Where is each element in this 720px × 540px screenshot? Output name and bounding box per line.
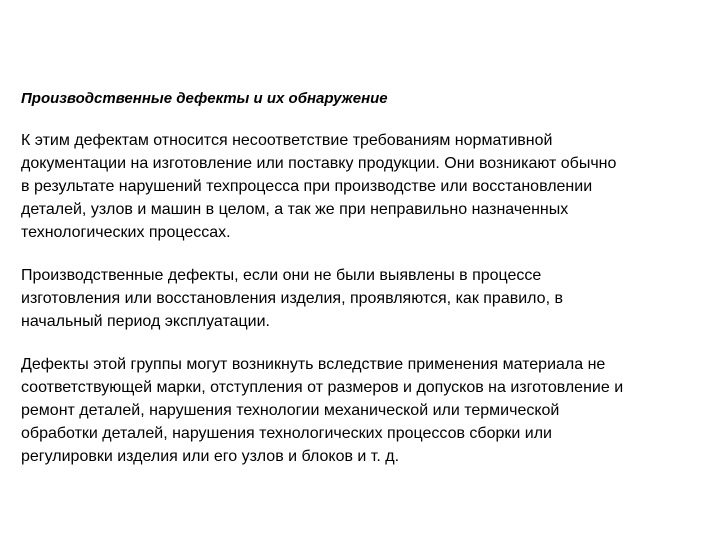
paragraph-1 xyxy=(21,129,706,244)
paragraph-line: ремонт деталей, нарушения технологии механической или термической xyxy=(21,402,560,419)
paragraph-line: Производственные дефекты, если они не были выявлены в процессе xyxy=(21,267,542,284)
paragraph-line: технологических процессах. xyxy=(21,224,231,241)
paragraph-line: К этим дефектам относится несоответствие требованиям нормативной xyxy=(21,132,553,149)
paragraph-line: в результате нарушений техпроцесса при производстве или восстановлении xyxy=(21,178,593,195)
paragraph-line: начальный период эксплуатации. xyxy=(21,313,270,330)
paragraph-line: изготовления или восстановления изделия, проявляются, как правило, в xyxy=(21,290,563,307)
paragraph-line: регулировки изделия или его узлов и блоков и т. д. xyxy=(21,448,400,465)
paragraph-line: документации на изготовление или поставку продукции. Они возникают обычно xyxy=(21,155,617,172)
paragraph-line: Дефекты этой группы могут возникнуть вследствие применения материала не xyxy=(21,356,606,373)
paragraph-2 xyxy=(21,264,706,333)
slide-title: Производственные дефекты и их обнаружение xyxy=(21,90,388,107)
slide-content xyxy=(21,87,706,488)
paragraph-line: обработки деталей, нарушения технологических процессов сборки или xyxy=(21,425,552,442)
paragraph-line: деталей, узлов и машин в целом, а так же при неправильно назначенных xyxy=(21,201,569,218)
paragraph-3 xyxy=(21,353,706,468)
paragraph-line: соответствующей марки, отступления от размеров и допусков на изготовление и xyxy=(21,379,624,396)
